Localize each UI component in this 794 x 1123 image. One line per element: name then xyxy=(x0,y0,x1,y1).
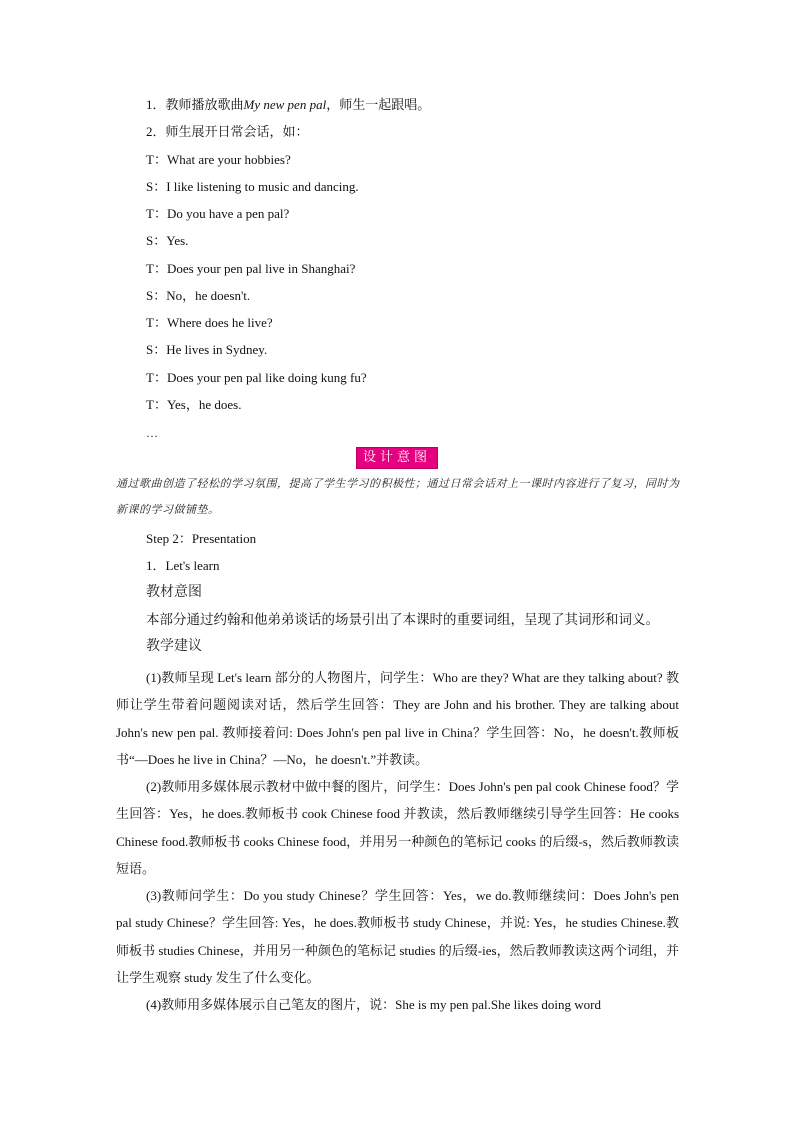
song-title: My new pen pal xyxy=(243,97,327,112)
warmup-item-1 xyxy=(146,96,430,114)
design-intent-badge: 设计意图 xyxy=(356,447,438,469)
design-intent-header xyxy=(0,447,794,469)
warmup-item-1-prefix: 1．教师播放歌曲 xyxy=(146,97,244,112)
dialogue-line: T：Does your pen pal like doing kung fu? xyxy=(146,370,367,385)
dialogue-line: S：I like listening to music and dancing. xyxy=(146,179,359,194)
lets-learn-heading: 1．Let's learn xyxy=(146,558,220,573)
step-heading: Step 2：Presentation xyxy=(146,531,257,546)
warmup-item-1-suffix: ，师生一起跟唱。 xyxy=(326,97,431,112)
dialogue-line: S：Yes. xyxy=(146,233,189,248)
dialogue-line: S：No，he doesn't. xyxy=(146,288,251,303)
suggestion-paragraph-1: (1)教师呈现 Let's learn 部分的人物图片，问学生：Who are they? What are they talking about? 教师让学生带着问题阅读对话，然后学生回答：They are John and his brother. They are talking about John's new pen pal. 教师接着问: Does John's pen pal live in China？学生回答：No，he doesn't.教师板书“—Does he live in China？—No，he doesn't.”并教读。 xyxy=(116,670,679,767)
dialogue-line: T：What are your hobbies? xyxy=(146,152,291,167)
warmup-item-2: 2．师生展开日常会话，如： xyxy=(146,124,309,139)
dialogue-line: S：He lives in Sydney. xyxy=(146,342,268,357)
dialogue-line: T：Where does he live? xyxy=(146,315,273,330)
suggestion-paragraph-3: (3)教师问学生：Do you study Chinese？学生回答：Yes，we do.教师继续问：Does John's pen pal study Chinese？学生回答: Yes，he does.教师板书 study Chinese，并说: Yes，he studies Chinese.教师板书 studies Chinese，并用另一种颜色的笔标记 studies 的后缀-ies，然后教师教读这两个词组，并让学生观察 study 发生了什么变化。 xyxy=(116,888,679,985)
teaching-suggestion-label: 教学建议 xyxy=(146,639,202,654)
material-intent-label: 教材意图 xyxy=(146,585,202,600)
dialogue-line: T：Yes，he does. xyxy=(146,397,242,412)
material-intent-text: 本部分通过约翰和他弟弟谈话的场景引出了本课时的重要词组，呈现了其词形和词义。 xyxy=(146,612,659,627)
design-intent-text: 通过歌曲创造了轻松的学习氛围，提高了学生学习的积极性；通过日常会话对上一课时内容进行了复习，同时为新课的学习做铺垫。 xyxy=(116,477,680,516)
dialogue-line: T：Do you have a pen pal? xyxy=(146,206,290,221)
dialogue-line: T：Does your pen pal live in Shanghai? xyxy=(146,261,356,276)
dialogue-ellipsis: … xyxy=(146,426,158,440)
suggestion-paragraph-2: (2)教师用多媒体展示教材中做中餐的图片，问学生：Does John's pen pal cook Chinese food？学生回答：Yes，he does.教师板书 cook Chinese food 并教读，然后教师继续引导学生回答：He cooks Chinese food.教师板书 cooks Chinese food，并用另一种颜色的笔标记 cooks 的后缀-s，然后教师教读短语。 xyxy=(116,779,679,876)
suggestion-paragraph-4: (4)教师用多媒体展示自己笔友的图片，说：She is my pen pal.She likes doing word xyxy=(146,997,601,1012)
